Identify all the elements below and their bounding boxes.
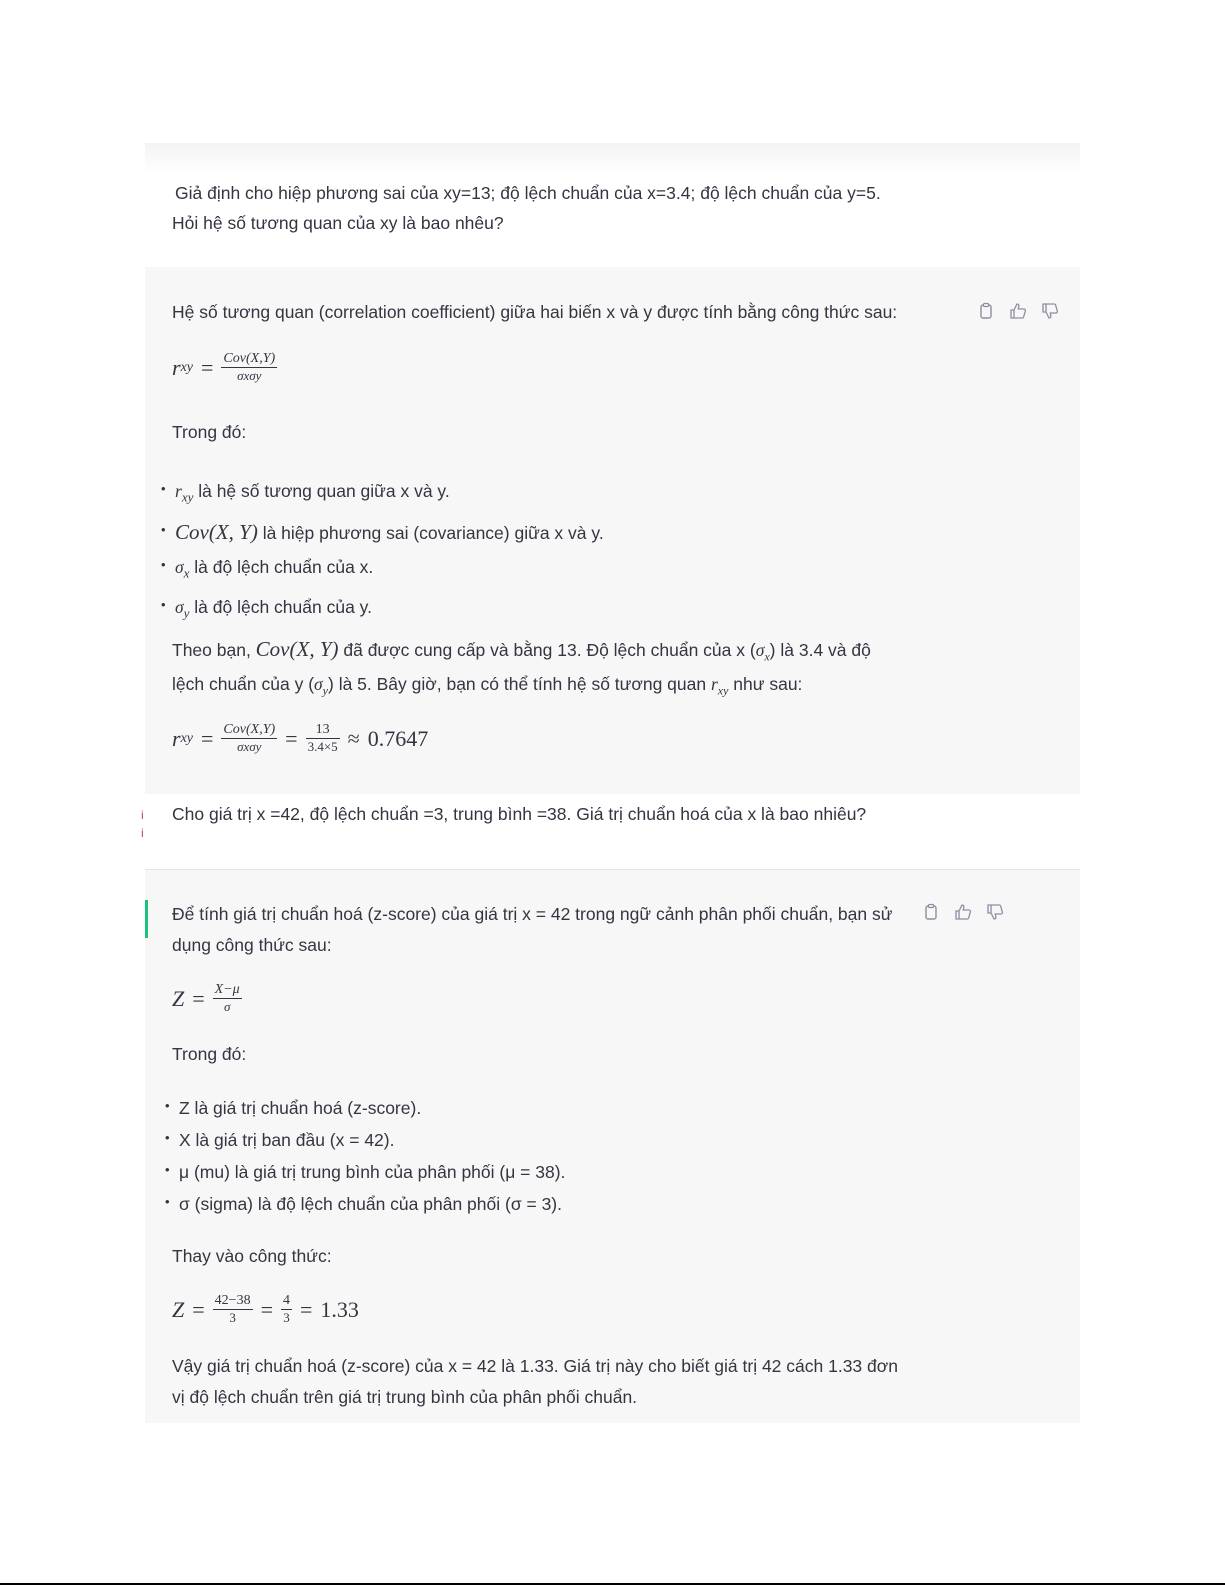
assistant-message-1 — [145, 267, 1080, 794]
formula-lhs: r — [172, 354, 181, 380]
calc-fraction-2: $\frac{13}{3.4\times 5}$ — [307, 722, 338, 754]
answer2-where: Trong đó: — [172, 1044, 247, 1064]
thumbs-up-icon[interactable] — [954, 903, 972, 921]
cut-off-text-line — [175, 788, 1015, 794]
message-actions-1 — [977, 302, 1059, 320]
thumbs-down-icon[interactable] — [1041, 302, 1059, 320]
list-item: • $\sigma_x$ là độ lệch chuẩn của x. — [161, 550, 604, 591]
side-mark: i — [141, 826, 144, 840]
calc-fraction-1: $\frac{\text{Cov(X,Y)}}{\text{σxσy}}$ — [223, 722, 276, 754]
side-mark: i — [141, 808, 144, 822]
thumbs-down-icon[interactable] — [986, 903, 1004, 921]
zcalc-fraction-1: $\frac{42-38}{3}$ — [214, 1293, 251, 1325]
assistant-message-2 — [145, 869, 1080, 1423]
thumbs-up-icon[interactable] — [1009, 302, 1027, 320]
answer2-intro-line1: Để tính giá trị chuẩn hoá (z-score) của giá trị x = 42 trong ngữ cảnh phân phối chuẩn, bạn sử — [172, 904, 893, 924]
fraction-numerator: Cov(X,Y) — [223, 351, 276, 366]
zscore-fraction: $\frac{X-\mu}{\sigma}$ — [214, 982, 240, 1014]
answer2-conclusion-line1: Vậy giá trị chuẩn hoá (z-score) của x = 42 là 1.33. Giá trị này cho biết giá trị 42 cách 1.33 đơn — [172, 1356, 898, 1376]
answer1-intro: Hệ số tương quan (correlation coefficient) giữa hai biến x và y được tính bằng công thức sau: — [172, 302, 898, 322]
correlation-formula — [172, 351, 277, 384]
answer2-bullets — [165, 1092, 565, 1220]
formula-lhs-sub: xy — [180, 359, 193, 375]
answer1-paragraph-line1: Theo bạn, Cov(X, Y) đã được cung cấp và bằng 13. Độ lệch chuẩn của x $(\sigma_x)$ là 3.4 và độ — [172, 637, 871, 664]
list-item: • μ (mu) là giá trị trung bình của phân phối (μ = 38). — [165, 1156, 565, 1188]
list-item: • $\sigma_y$ là độ lệch chuẩn của y. — [161, 590, 604, 631]
formula-eq: = — [201, 354, 214, 380]
answer2-substitute: Thay vào công thức: — [172, 1246, 332, 1266]
correlation-calculation: r xy = $\frac{\text{Cov(X,Y)}}{\text{σxσy}}$ = $\frac{13}{3.4\times 5}$ ≈ 0.7647 — [172, 722, 429, 754]
list-item: • Z là giá trị chuẩn hoá (z-score). — [165, 1092, 565, 1124]
message-actions-2 — [922, 903, 1004, 921]
answer1-bullets — [161, 474, 604, 631]
calc-result: 0.7647 — [367, 725, 429, 751]
user-message-1 — [145, 170, 1080, 266]
answer2-conclusion-line2: vị độ lệch chuẩn trên giá trị trung bình của phân phối chuẩn. — [172, 1387, 638, 1407]
zcalc-fraction-2: $\frac{4}{3}$ — [283, 1293, 290, 1325]
clipboard-icon[interactable] — [977, 302, 995, 320]
answer1-where: Trong đó: — [172, 422, 247, 442]
answer2-intro-line2: dụng công thức sau: — [172, 935, 332, 955]
top-fade — [145, 143, 1080, 173]
user-message-1-line1: Giả định cho hiệp phương sai của xy=13; độ lệch chuẩn của x=3.4; độ lệch chuẩn của y=5. — [175, 183, 881, 203]
list-item: • $r_{xy}$ là hệ số tương quan giữa x và y. — [161, 474, 604, 515]
user-message-2 — [145, 795, 1080, 868]
active-message-bar — [145, 900, 148, 938]
list-item: • σ (sigma) là độ lệch chuẩn của phân phối (σ = 3). — [165, 1188, 565, 1220]
list-item: • Cov(X, Y) là hiệp phương sai (covariance) giữa x và y. — [161, 515, 604, 550]
zcalc-result: 1.33 — [320, 1296, 359, 1322]
list-item: • X là giá trị ban đầu (x = 42). — [165, 1124, 565, 1156]
user-message-2-text: Cho giá trị x =42, độ lệch chuẩn =3, trung bình =38. Giá trị chuẩn hoá của x là bao nhiêu? — [172, 804, 867, 824]
fraction-denominator: σxσy — [237, 368, 262, 383]
answer1-paragraph-line2: lệch chuẩn của y $(\sigma_y)$ là 5. Bây giờ, bạn có thể tính hệ số tương quan $r_{xy}$ như sau: — [172, 674, 803, 698]
clipboard-icon[interactable] — [922, 903, 940, 921]
zscore-calculation: Z = $\frac{42-38}{3}$ = $\frac{4}{3}$ = 1.33 — [172, 1293, 359, 1325]
formula-fraction — [221, 351, 277, 384]
zscore-formula: Z = $\frac{X-\mu}{\sigma}$ — [172, 982, 240, 1014]
user-message-1-line2: Hỏi hệ số tương quan của xy là bao nhêu? — [172, 213, 504, 233]
